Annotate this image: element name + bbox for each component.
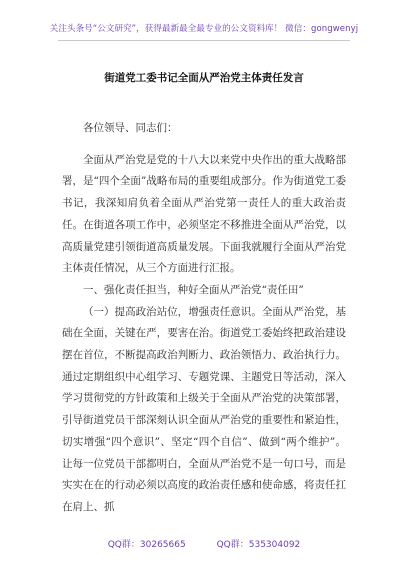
footer-qq-group-2: QQ群：535304092	[216, 540, 301, 550]
footer-contact	[0, 537, 408, 550]
body-paragraph: （一）提高政治站位，增强责任意识。全面从严治党，基础在全面，关键在严，要害在治。街道党工委始终把政治建设摆在首位，不断提高政治判断力、政治领悟力、政治执行力。通过定期组织中心组学习、专题党课、主题党日等活动，深入学习贯彻党的方针政策和上级关于全面从严治党的决策部署，引导街道党员干部深刻认识全面从严治党的重要性和紧迫性，切实增强“四个意识”、坚定“四个自信”、做到“两个维护”。让每一位党员干部都明白，全面从严治党不是一句口号，而是实实在在的行动必须以高度的政治责任感和使命感，将责任扛在肩上、抓	[62, 305, 346, 513]
footer-qq-group-1: QQ群：30265665	[107, 540, 186, 550]
header-divider	[58, 40, 350, 41]
header-notice: 关注头条号“公文研究”，获得最新最全最专业的公文资料库！ 微信：gongwenyj	[49, 24, 359, 34]
document-title: 街道党工委书记全面从严治党主体责任发言	[104, 72, 304, 84]
document-body	[62, 118, 346, 519]
section-heading: 一、强化责任担当，种好全面从严治党“责任田”	[83, 283, 304, 296]
body-paragraph: 全面从严治党是党的十八大以来党中央作出的重大战略部署，是“四个全面”战略布局的重要组成部分。作为街道党工委书记，我深知肩负着全面从严治党第一责任人的重大政治责任。在街道各项工作中，必须坚定不移推进全面从严治党，以高质量党建引领街道高质量发展。下面我就履行全面从严治党主体责任情况，从三个方面进行汇报。	[62, 153, 346, 275]
salutation: 各位领导、同志们：	[83, 122, 178, 134]
